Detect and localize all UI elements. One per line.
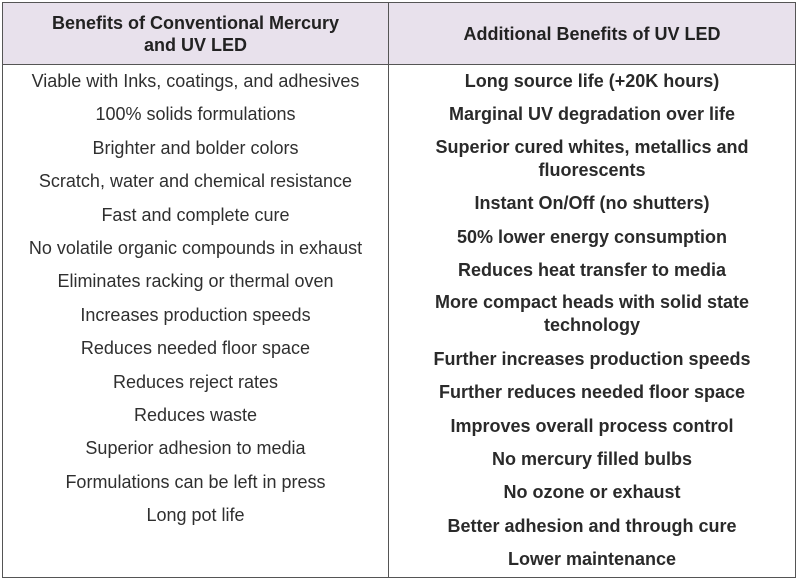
list-item: Scratch, water and chemical resistance xyxy=(38,171,353,192)
list-item: Marginal UV degradation over life xyxy=(448,104,736,125)
list-item: No volatile organic compounds in exhaust xyxy=(28,237,363,258)
table-header-row xyxy=(3,3,795,65)
header-right-label: Additional Benefits of UV LED xyxy=(463,23,721,44)
led-benefits-column xyxy=(389,65,795,577)
list-item: 50% lower energy consumption xyxy=(456,226,728,247)
list-item: Long source life (+20K hours) xyxy=(464,71,720,91)
list-item: Further reduces needed floor space xyxy=(438,382,746,403)
list-item: Better adhesion and through cure xyxy=(447,515,737,536)
list-item: No ozone or exhaust xyxy=(503,482,681,503)
conventional-benefits-column xyxy=(3,65,389,577)
list-item: Long pot life xyxy=(146,505,245,526)
list-item: Improves overall process control xyxy=(450,415,734,436)
list-item: 100% solids formulations xyxy=(95,104,296,125)
list-item: Eliminates racking or thermal oven xyxy=(57,271,334,292)
list-item: Reduces needed floor space xyxy=(80,338,311,359)
list-item: Superior cured whites, metallics and fluorescents xyxy=(435,136,749,180)
benefits-table xyxy=(2,2,796,578)
list-item: Further increases production speeds xyxy=(433,348,751,369)
list-item: Brighter and bolder colors xyxy=(92,137,299,158)
list-item: Viable with Inks, coatings, and adhesives xyxy=(31,71,360,91)
list-item: Increases production speeds xyxy=(80,304,311,325)
table-body xyxy=(3,65,795,577)
list-item: No mercury filled bulbs xyxy=(491,448,693,469)
list-item: Superior adhesion to media xyxy=(85,438,306,459)
header-additional-led xyxy=(389,3,795,64)
header-left-label: Benefits of Conventional Mercury and UV LED xyxy=(51,12,340,55)
list-item: Reduces heat transfer to media xyxy=(457,259,727,280)
header-conventional-and-led xyxy=(3,3,389,64)
list-item: Reduces reject rates xyxy=(112,371,279,392)
list-item: Instant On/Off (no shutters) xyxy=(474,193,710,214)
list-item: More compact heads with solid state technology xyxy=(434,292,750,336)
list-item: Fast and complete cure xyxy=(101,204,290,225)
list-item: Reduces waste xyxy=(133,404,258,425)
list-item: Lower maintenance xyxy=(507,549,677,570)
list-item: Formulations can be left in press xyxy=(65,471,326,492)
